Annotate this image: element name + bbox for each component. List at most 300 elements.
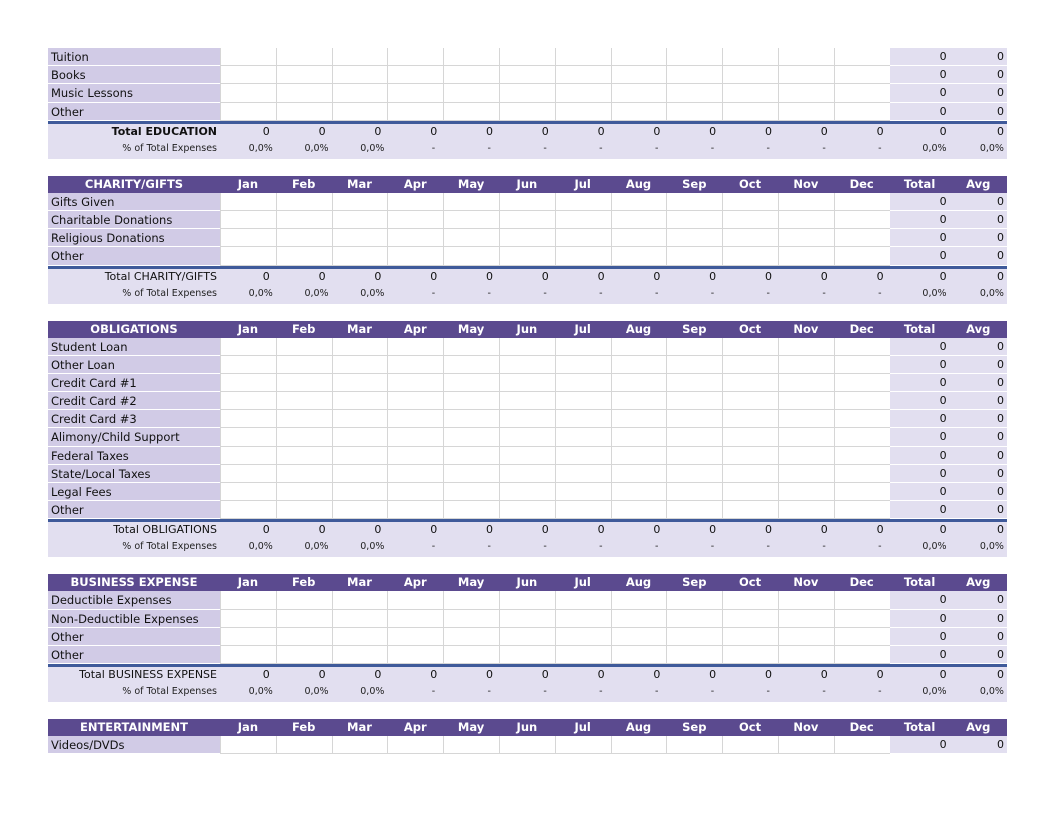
cell-oct[interactable] — [722, 374, 778, 392]
cell-dec[interactable] — [834, 646, 890, 664]
cell-oct[interactable] — [722, 428, 778, 446]
cell-dec[interactable] — [834, 247, 890, 265]
cell-may[interactable] — [443, 465, 499, 483]
cell-jun[interactable] — [499, 193, 555, 211]
cell-mar[interactable] — [332, 628, 388, 646]
cell-jul[interactable] — [555, 247, 611, 265]
cell-may[interactable] — [443, 48, 499, 66]
cell-feb[interactable] — [276, 591, 332, 609]
cell-sep[interactable] — [666, 610, 722, 628]
cell-feb[interactable] — [276, 84, 332, 102]
month-header: Nov — [793, 720, 819, 735]
cell-jan[interactable] — [220, 229, 276, 247]
cell-apr[interactable] — [387, 211, 443, 229]
pct-value: - — [487, 541, 491, 553]
cell-mar[interactable] — [332, 610, 388, 628]
section-gap — [48, 304, 1007, 321]
cell-apr[interactable] — [387, 736, 443, 754]
cell-apr[interactable] — [387, 193, 443, 211]
cell-jun[interactable] — [499, 428, 555, 446]
cell-aug[interactable] — [611, 483, 667, 501]
cell-mar[interactable] — [332, 392, 388, 410]
cell-sep[interactable] — [666, 229, 722, 247]
cell-jun[interactable] — [499, 103, 555, 121]
cell-aug[interactable] — [611, 229, 667, 247]
month-total: 0 — [820, 668, 828, 682]
cell-sep[interactable] — [666, 483, 722, 501]
cell-apr[interactable] — [387, 392, 443, 410]
cell-feb[interactable] — [276, 103, 332, 121]
cell-jan[interactable] — [220, 211, 276, 229]
cell-feb[interactable] — [276, 410, 332, 428]
cell-jan[interactable] — [220, 103, 276, 121]
cell-apr[interactable] — [387, 628, 443, 646]
cell-nov[interactable] — [778, 501, 834, 519]
cell-aug[interactable] — [611, 410, 667, 428]
cell-may[interactable] — [443, 610, 499, 628]
cell-jul[interactable] — [555, 501, 611, 519]
month-total: 0 — [653, 668, 661, 682]
cell-jun[interactable] — [499, 447, 555, 465]
cell-oct[interactable] — [722, 465, 778, 483]
cell-may[interactable] — [443, 374, 499, 392]
cell-dec[interactable] — [834, 410, 890, 428]
cell-nov[interactable] — [778, 736, 834, 754]
cell-aug[interactable] — [611, 392, 667, 410]
cell-jun[interactable] — [499, 410, 555, 428]
cell-jan[interactable] — [220, 338, 276, 356]
cell-jan[interactable] — [220, 193, 276, 211]
month-header: Aug — [625, 176, 652, 191]
cell-nov[interactable] — [778, 356, 834, 374]
cell-dec[interactable] — [834, 465, 890, 483]
cell-mar[interactable] — [332, 193, 388, 211]
cell-apr[interactable] — [387, 610, 443, 628]
cell-jan[interactable] — [220, 247, 276, 265]
cell-jan[interactable] — [220, 501, 276, 519]
cell-nov[interactable] — [778, 84, 834, 102]
cell-nov[interactable] — [778, 66, 834, 84]
expense-row — [48, 229, 1007, 247]
cell-jan[interactable] — [220, 628, 276, 646]
cell-apr[interactable] — [387, 229, 443, 247]
cell-mar[interactable] — [332, 84, 388, 102]
cell-aug[interactable] — [611, 736, 667, 754]
cell-mar[interactable] — [332, 338, 388, 356]
cell-feb[interactable] — [276, 193, 332, 211]
cell-mar[interactable] — [332, 229, 388, 247]
cell-oct[interactable] — [722, 392, 778, 410]
cell-sep[interactable] — [666, 501, 722, 519]
cell-jun[interactable] — [499, 356, 555, 374]
cell-oct[interactable] — [722, 501, 778, 519]
cell-apr[interactable] — [387, 338, 443, 356]
cell-dec[interactable] — [834, 338, 890, 356]
row-label: Legal Fees — [48, 483, 220, 501]
cell-dec[interactable] — [834, 483, 890, 501]
cell-jan[interactable] — [220, 356, 276, 374]
cell-dec[interactable] — [834, 356, 890, 374]
cell-aug[interactable] — [611, 211, 667, 229]
cell-sep[interactable] — [666, 48, 722, 66]
cell-aug[interactable] — [611, 646, 667, 664]
pct-value: 0,0% — [360, 541, 385, 553]
cell-jul[interactable] — [555, 229, 611, 247]
cell-jun[interactable] — [499, 84, 555, 102]
cell-jul[interactable] — [555, 591, 611, 609]
cell-jun[interactable] — [499, 501, 555, 519]
cell-dec[interactable] — [834, 428, 890, 446]
cell-may[interactable] — [443, 428, 499, 446]
cell-sep[interactable] — [666, 428, 722, 446]
month-total: 0 — [262, 668, 270, 682]
cell-sep[interactable] — [666, 338, 722, 356]
cell-aug[interactable] — [611, 591, 667, 609]
cell-jan[interactable] — [220, 410, 276, 428]
cell-mar[interactable] — [332, 211, 388, 229]
cell-mar[interactable] — [332, 447, 388, 465]
cell-mar[interactable] — [332, 465, 388, 483]
cell-aug[interactable] — [611, 447, 667, 465]
cell-nov[interactable] — [778, 374, 834, 392]
cell-jul[interactable] — [555, 465, 611, 483]
cell-jun[interactable] — [499, 646, 555, 664]
cell-jul[interactable] — [555, 392, 611, 410]
cell-jul[interactable] — [555, 483, 611, 501]
cell-apr[interactable] — [387, 410, 443, 428]
cell-sep[interactable] — [666, 447, 722, 465]
cell-sep[interactable] — [666, 410, 722, 428]
cell-feb[interactable] — [276, 447, 332, 465]
cell-dec[interactable] — [834, 501, 890, 519]
cell-may[interactable] — [443, 392, 499, 410]
cell-feb[interactable] — [276, 628, 332, 646]
cell-oct[interactable] — [722, 610, 778, 628]
cell-sep[interactable] — [666, 193, 722, 211]
cell-apr[interactable] — [387, 103, 443, 121]
cell-may[interactable] — [443, 483, 499, 501]
cell-jun[interactable] — [499, 247, 555, 265]
cell-apr[interactable] — [387, 374, 443, 392]
cell-jul[interactable] — [555, 66, 611, 84]
cell-mar[interactable] — [332, 410, 388, 428]
month-total: 0 — [485, 269, 493, 283]
cell-jul[interactable] — [555, 628, 611, 646]
cell-mar[interactable] — [332, 48, 388, 66]
cell-jan[interactable] — [220, 374, 276, 392]
cell-oct[interactable] — [722, 84, 778, 102]
cell-apr[interactable] — [387, 428, 443, 446]
cell-oct[interactable] — [722, 103, 778, 121]
cell-feb[interactable] — [276, 736, 332, 754]
cell-dec[interactable] — [834, 628, 890, 646]
cell-jun[interactable] — [499, 736, 555, 754]
cell-oct[interactable] — [722, 338, 778, 356]
cell-nov[interactable] — [778, 229, 834, 247]
cell-jun[interactable] — [499, 229, 555, 247]
cell-nov[interactable] — [778, 591, 834, 609]
cell-may[interactable] — [443, 103, 499, 121]
cell-jul[interactable] — [555, 610, 611, 628]
cell-dec[interactable] — [834, 211, 890, 229]
cell-jul[interactable] — [555, 646, 611, 664]
cell-nov[interactable] — [778, 211, 834, 229]
cell-aug[interactable] — [611, 610, 667, 628]
cell-mar[interactable] — [332, 428, 388, 446]
cell-dec[interactable] — [834, 84, 890, 102]
cell-sep[interactable] — [666, 211, 722, 229]
cell-aug[interactable] — [611, 66, 667, 84]
expense-row — [48, 211, 1007, 229]
cell-oct[interactable] — [722, 211, 778, 229]
cell-oct[interactable] — [722, 229, 778, 247]
cell-jun[interactable] — [499, 610, 555, 628]
row-avg: 0 — [950, 646, 1007, 664]
cell-nov[interactable] — [778, 428, 834, 446]
cell-mar[interactable] — [332, 103, 388, 121]
cell-jan[interactable] — [220, 736, 276, 754]
cell-mar[interactable] — [332, 247, 388, 265]
cell-jul[interactable] — [555, 84, 611, 102]
cell-feb[interactable] — [276, 374, 332, 392]
cell-jul[interactable] — [555, 356, 611, 374]
cell-dec[interactable] — [834, 48, 890, 66]
cell-dec[interactable] — [834, 103, 890, 121]
cell-jun[interactable] — [499, 374, 555, 392]
cell-jul[interactable] — [555, 193, 611, 211]
cell-dec[interactable] — [834, 374, 890, 392]
cell-aug[interactable] — [611, 48, 667, 66]
cell-jul[interactable] — [555, 374, 611, 392]
cell-jun[interactable] — [499, 465, 555, 483]
cell-sep[interactable] — [666, 465, 722, 483]
cell-feb[interactable] — [276, 501, 332, 519]
cell-dec[interactable] — [834, 610, 890, 628]
cell-oct[interactable] — [722, 193, 778, 211]
cell-oct[interactable] — [722, 591, 778, 609]
cell-aug[interactable] — [611, 356, 667, 374]
cell-nov[interactable] — [778, 483, 834, 501]
cell-apr[interactable] — [387, 48, 443, 66]
cell-sep[interactable] — [666, 247, 722, 265]
cell-jul[interactable] — [555, 211, 611, 229]
cell-feb[interactable] — [276, 247, 332, 265]
cell-mar[interactable] — [332, 483, 388, 501]
cell-dec[interactable] — [834, 447, 890, 465]
cell-jul[interactable] — [555, 410, 611, 428]
cell-may[interactable] — [443, 447, 499, 465]
cell-apr[interactable] — [387, 84, 443, 102]
cell-may[interactable] — [443, 410, 499, 428]
cell-jan[interactable] — [220, 66, 276, 84]
cell-jun[interactable] — [499, 591, 555, 609]
cell-may[interactable] — [443, 211, 499, 229]
cell-nov[interactable] — [778, 628, 834, 646]
cell-sep[interactable] — [666, 646, 722, 664]
cell-mar[interactable] — [332, 374, 388, 392]
cell-feb[interactable] — [276, 392, 332, 410]
cell-aug[interactable] — [611, 338, 667, 356]
cell-jan[interactable] — [220, 447, 276, 465]
cell-dec[interactable] — [834, 66, 890, 84]
cell-sep[interactable] — [666, 356, 722, 374]
cell-jun[interactable] — [499, 338, 555, 356]
cell-sep[interactable] — [666, 591, 722, 609]
cell-may[interactable] — [443, 193, 499, 211]
cell-apr[interactable] — [387, 356, 443, 374]
cell-feb[interactable] — [276, 483, 332, 501]
cell-aug[interactable] — [611, 501, 667, 519]
cell-mar[interactable] — [332, 356, 388, 374]
cell-jan[interactable] — [220, 84, 276, 102]
cell-mar[interactable] — [332, 591, 388, 609]
cell-nov[interactable] — [778, 392, 834, 410]
cell-may[interactable] — [443, 66, 499, 84]
cell-feb[interactable] — [276, 610, 332, 628]
cell-may[interactable] — [443, 501, 499, 519]
row-avg: 0 — [950, 338, 1007, 356]
grand-total: 0 — [939, 269, 947, 283]
cell-oct[interactable] — [722, 646, 778, 664]
cell-jun[interactable] — [499, 483, 555, 501]
cell-apr[interactable] — [387, 247, 443, 265]
cell-jan[interactable] — [220, 646, 276, 664]
cell-sep[interactable] — [666, 736, 722, 754]
cell-may[interactable] — [443, 628, 499, 646]
cell-oct[interactable] — [722, 356, 778, 374]
row-total: 0 — [890, 610, 950, 628]
month-total: 0 — [262, 124, 270, 138]
cell-nov[interactable] — [778, 465, 834, 483]
cell-apr[interactable] — [387, 447, 443, 465]
cell-mar[interactable] — [332, 66, 388, 84]
cell-aug[interactable] — [611, 103, 667, 121]
cell-aug[interactable] — [611, 84, 667, 102]
cell-mar[interactable] — [332, 646, 388, 664]
cell-oct[interactable] — [722, 66, 778, 84]
cell-oct[interactable] — [722, 48, 778, 66]
section-header — [48, 176, 1007, 193]
cell-nov[interactable] — [778, 646, 834, 664]
cell-may[interactable] — [443, 591, 499, 609]
cell-dec[interactable] — [834, 229, 890, 247]
cell-dec[interactable] — [834, 736, 890, 754]
cell-jan[interactable] — [220, 591, 276, 609]
cell-jun[interactable] — [499, 628, 555, 646]
cell-apr[interactable] — [387, 646, 443, 664]
cell-sep[interactable] — [666, 392, 722, 410]
cell-feb[interactable] — [276, 211, 332, 229]
cell-aug[interactable] — [611, 465, 667, 483]
cell-nov[interactable] — [778, 247, 834, 265]
cell-jan[interactable] — [220, 392, 276, 410]
cell-jul[interactable] — [555, 338, 611, 356]
pct-value: - — [543, 541, 547, 553]
cell-feb[interactable] — [276, 66, 332, 84]
cell-feb[interactable] — [276, 465, 332, 483]
cell-dec[interactable] — [834, 392, 890, 410]
cell-nov[interactable] — [778, 610, 834, 628]
cell-apr[interactable] — [387, 501, 443, 519]
cell-feb[interactable] — [276, 229, 332, 247]
cell-may[interactable] — [443, 356, 499, 374]
cell-apr[interactable] — [387, 483, 443, 501]
cell-feb[interactable] — [276, 356, 332, 374]
cell-aug[interactable] — [611, 374, 667, 392]
cell-mar[interactable] — [332, 736, 388, 754]
cell-sep[interactable] — [666, 66, 722, 84]
cell-jan[interactable] — [220, 48, 276, 66]
cell-feb[interactable] — [276, 646, 332, 664]
cell-aug[interactable] — [611, 247, 667, 265]
cell-aug[interactable] — [611, 193, 667, 211]
cell-nov[interactable] — [778, 447, 834, 465]
cell-sep[interactable] — [666, 103, 722, 121]
month-total: 0 — [876, 523, 884, 537]
cell-jan[interactable] — [220, 610, 276, 628]
cell-nov[interactable] — [778, 338, 834, 356]
cell-mar[interactable] — [332, 501, 388, 519]
cell-nov[interactable] — [778, 410, 834, 428]
cell-jan[interactable] — [220, 465, 276, 483]
cell-jun[interactable] — [499, 392, 555, 410]
cell-oct[interactable] — [722, 447, 778, 465]
cell-may[interactable] — [443, 736, 499, 754]
cell-jun[interactable] — [499, 211, 555, 229]
cell-dec[interactable] — [834, 591, 890, 609]
cell-jun[interactable] — [499, 66, 555, 84]
cell-sep[interactable] — [666, 628, 722, 646]
cell-may[interactable] — [443, 338, 499, 356]
cell-jul[interactable] — [555, 48, 611, 66]
cell-may[interactable] — [443, 646, 499, 664]
cell-oct[interactable] — [722, 628, 778, 646]
cell-may[interactable] — [443, 247, 499, 265]
pct-value: - — [487, 142, 491, 154]
cell-jan[interactable] — [220, 428, 276, 446]
cell-jul[interactable] — [555, 103, 611, 121]
month-total: 0 — [374, 269, 382, 283]
cell-oct[interactable] — [722, 410, 778, 428]
cell-sep[interactable] — [666, 84, 722, 102]
cell-apr[interactable] — [387, 66, 443, 84]
cell-oct[interactable] — [722, 483, 778, 501]
cell-oct[interactable] — [722, 736, 778, 754]
cell-apr[interactable] — [387, 591, 443, 609]
cell-feb[interactable] — [276, 428, 332, 446]
pct-row — [48, 140, 1007, 159]
cell-dec[interactable] — [834, 193, 890, 211]
cell-jul[interactable] — [555, 736, 611, 754]
cell-nov[interactable] — [778, 103, 834, 121]
cell-jul[interactable] — [555, 428, 611, 446]
pct-value: - — [599, 541, 603, 553]
cell-sep[interactable] — [666, 374, 722, 392]
cell-jun[interactable] — [499, 48, 555, 66]
cell-feb[interactable] — [276, 48, 332, 66]
cell-apr[interactable] — [387, 465, 443, 483]
cell-feb[interactable] — [276, 338, 332, 356]
cell-aug[interactable] — [611, 428, 667, 446]
cell-nov[interactable] — [778, 193, 834, 211]
cell-jan[interactable] — [220, 483, 276, 501]
cell-may[interactable] — [443, 229, 499, 247]
cell-aug[interactable] — [611, 628, 667, 646]
cell-oct[interactable] — [722, 247, 778, 265]
cell-nov[interactable] — [778, 48, 834, 66]
cell-jul[interactable] — [555, 447, 611, 465]
cell-may[interactable] — [443, 84, 499, 102]
